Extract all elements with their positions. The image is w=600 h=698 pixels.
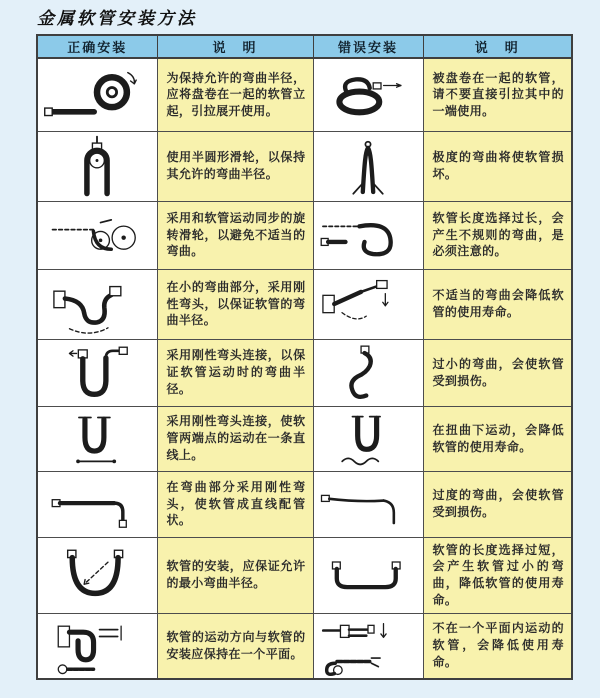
correct-illustration-cell — [37, 339, 157, 406]
wrong-description: 在扭曲下运动，会降低软管的使用寿命。 — [423, 406, 572, 471]
page-title: 金属软管安装方法 — [37, 9, 197, 29]
header-wrong-install: 错误安装 — [313, 35, 423, 58]
correct-illustration-cell — [37, 131, 157, 201]
correct-description: 在小的弯曲部分，采用刚性弯头，以保证软管的弯曲半径。 — [157, 269, 313, 339]
twisted-motion-icon — [316, 408, 420, 470]
installation-table — [36, 34, 573, 680]
wrong-description: 不在一个平面内运动的软管，会降低使用寿命。 — [423, 613, 572, 679]
correct-illustration-cell — [37, 201, 157, 269]
wrong-description: 软管的长度选择过短，会产生软管过小的弯曲，降低软管的使用寿命。 — [423, 537, 572, 613]
correct-description: 采用和软管运动同步的旋转滑轮，以避免不适当的弯曲。 — [157, 201, 313, 269]
correct-description: 在弯曲部分采用刚性弯头，使软管成直线配管状。 — [157, 471, 313, 537]
wrong-description: 极度的弯曲将使软管损坏。 — [423, 131, 572, 201]
too-small-bend-hook-icon — [316, 341, 420, 405]
header-row — [37, 35, 572, 58]
table-row — [37, 131, 572, 201]
header-description-right: 说 明 — [423, 35, 572, 58]
rotating-pulleys-icon — [41, 203, 153, 267]
table-row — [37, 406, 572, 471]
header-correct-install: 正确安装 — [37, 35, 157, 58]
correct-illustration-cell — [37, 406, 157, 471]
correct-illustration-cell — [37, 613, 157, 679]
table-row — [37, 339, 572, 406]
rigid-elbow-small-bend-icon — [41, 271, 153, 337]
wrong-illustration-cell — [313, 406, 423, 471]
wrong-illustration-cell — [313, 201, 423, 269]
standing-coil-pulled-open-icon — [41, 61, 153, 129]
overlong-irregular-bend-icon — [316, 203, 420, 267]
rigid-elbow-u-motion-icon — [41, 341, 153, 405]
straight-piping-elbow-icon — [41, 473, 153, 535]
wrong-illustration-cell — [313, 131, 423, 201]
same-plane-motion-icon — [41, 615, 153, 677]
correct-illustration-cell — [37, 537, 157, 613]
table-row — [37, 537, 572, 613]
correct-description: 采用刚性弯头连接，使软管两端点的运动在一条直线上。 — [157, 406, 313, 471]
correct-description: 采用刚性弯头连接，以保证软管运动时的弯曲半径。 — [157, 339, 313, 406]
wrong-description: 软管长度选择过长，会产生不规则的弯曲，是必须注意的。 — [423, 201, 572, 269]
correct-illustration-cell — [37, 269, 157, 339]
too-short-hose-icon — [316, 542, 420, 608]
wrong-description: 过度的弯曲，会使软管受到损伤。 — [423, 471, 572, 537]
wrong-illustration-cell — [313, 339, 423, 406]
flat-coil-pulled-end-icon — [316, 61, 420, 129]
wrong-illustration-cell — [313, 613, 423, 679]
improper-bend-icon — [316, 271, 420, 337]
table-row — [37, 471, 572, 537]
table-row — [37, 58, 572, 131]
table-row — [37, 613, 572, 679]
minimum-bend-radius-icon — [41, 542, 153, 608]
correct-description: 为保持允许的弯曲半径，应将盘卷在一起的软管立起，引拉展开使用。 — [157, 58, 313, 131]
header-description-left: 说 明 — [157, 35, 313, 58]
wrong-illustration-cell — [313, 269, 423, 339]
correct-description: 软管的安装，应保证允许的最小弯曲半径。 — [157, 537, 313, 613]
wrong-illustration-cell — [313, 58, 423, 131]
excessive-bend-icon — [316, 473, 420, 535]
semicircular-pulley-icon — [41, 133, 153, 199]
wrong-description: 不适当的弯曲会降低软管的使用寿命。 — [423, 269, 572, 339]
rigid-elbow-inline-ends-icon — [41, 408, 153, 470]
wrong-illustration-cell — [313, 471, 423, 537]
table-row — [37, 269, 572, 339]
correct-description: 软管的运动方向与软管的安装应保持在一个平面。 — [157, 613, 313, 679]
wrong-description: 被盘卷在一起的软管，请不要直接引拉其中的一端使用。 — [423, 58, 572, 131]
wrong-illustration-cell — [313, 537, 423, 613]
correct-illustration-cell — [37, 58, 157, 131]
correct-illustration-cell — [37, 471, 157, 537]
correct-description: 使用半圆形滑轮，以保持其允许的弯曲半径。 — [157, 131, 313, 201]
wrong-description: 过小的弯曲，会使软管受到损伤。 — [423, 339, 572, 406]
out-of-plane-motion-icon — [316, 615, 420, 677]
table-row — [37, 201, 572, 269]
extreme-bend-icon — [316, 133, 420, 199]
